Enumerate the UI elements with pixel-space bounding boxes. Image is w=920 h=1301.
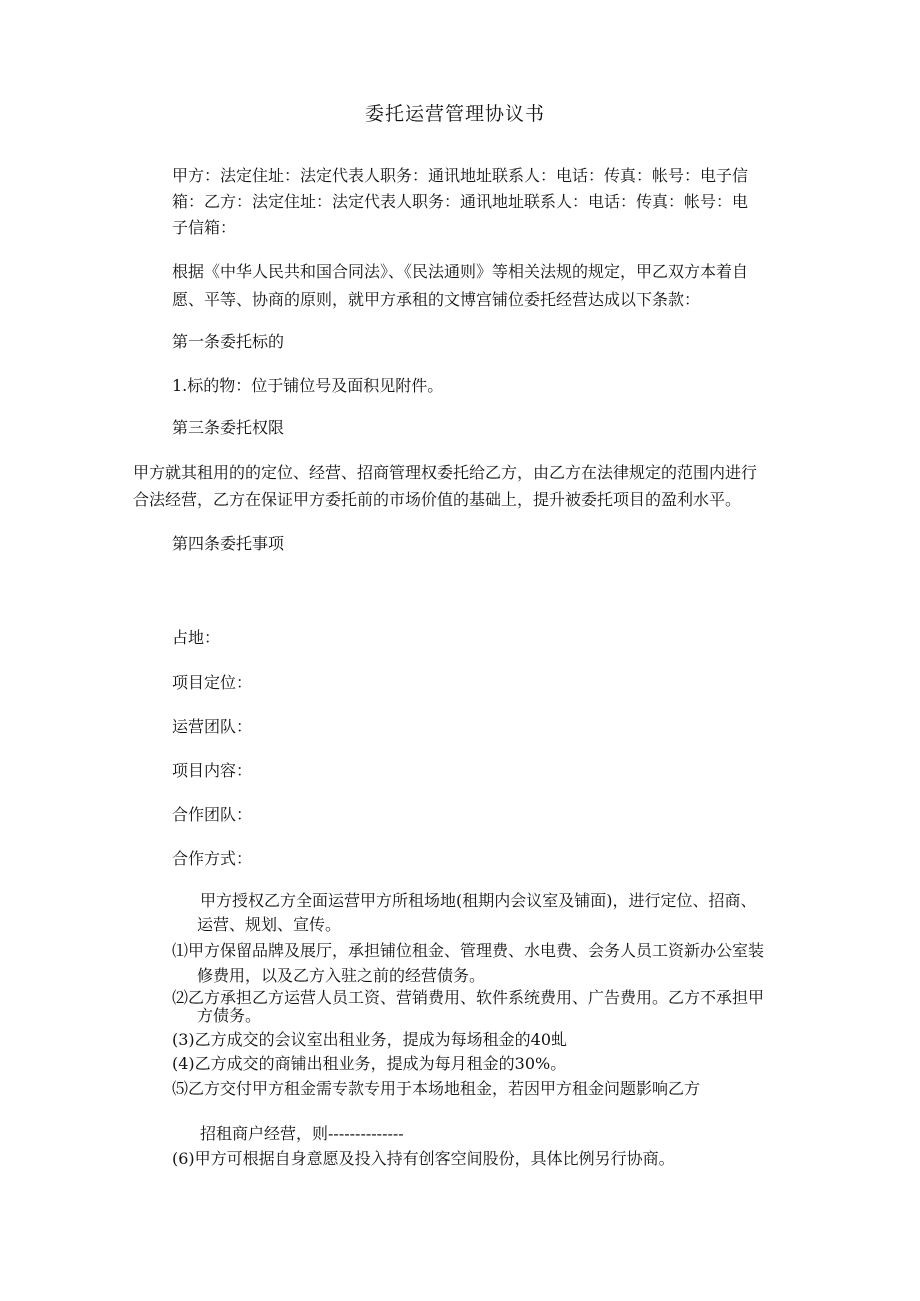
field-partner-team: 合作团队： [172, 805, 253, 824]
cooperation-item-2-line-2: 方债务。 [197, 1006, 262, 1025]
article-1-title: 第一条委托标的 [172, 332, 285, 351]
parties-line-2: 箱：乙方：法定住址：法定代表人职务：通讯地址联系人：电话：传真：帐号：电 [172, 192, 749, 211]
cooperation-item-1-line-2: 修费用，以及乙方入驻之前的经营债务。 [197, 966, 486, 985]
field-content: 项目内容： [172, 761, 253, 780]
cooperation-item-4: (4)乙方成交的商铺出租业务，提成为每月租金的30%。 [172, 1054, 567, 1073]
cooperation-item-5-line-2: 招租商户经营，则-------------- [200, 1124, 404, 1143]
article-1-item: 1.标的物：位于铺位号及面积见附件。 [172, 376, 444, 395]
article-3-line-2: 合法经营，乙方在保证甲方委托前的市场价值的基础上，提升被委托项目的盈利水平。 [133, 490, 742, 509]
parties-line-1: 甲方：法定住址：法定代表人职务：通讯地址联系人：电话：传真：帐号：电子信 [172, 166, 749, 185]
cooperation-item-5-line-1: ⑸乙方交付甲方租金需专款专用于本场地租金，若因甲方租金问题影响乙方 [172, 1079, 701, 1098]
cooperation-item-3: (3)乙方成交的会议室出租业务，提成为每场租金的40虬 [172, 1030, 568, 1049]
preamble-line-2: 愿、平等、协商的原则，就甲方承租的文博宫铺位委托经营达成以下条款： [172, 290, 701, 309]
article-3-line-1: 甲方就其租用的的定位、经营、招商管理权委托给乙方，由乙方在法律规定的范围内进行 [133, 463, 758, 482]
field-positioning: 项目定位： [172, 673, 253, 692]
preamble-line-1: 根据《中华人民共和国合同法》、《民法通则》等相关法规的规定，甲乙双方本着自 [172, 262, 749, 281]
cooperation-item-2-line-1: ⑵乙方承担乙方运营人员工资、营销费用、软件系统费用、广告费用。乙方不承担甲 [172, 988, 765, 1007]
cooperation-intro-line-2: 运营、规划、宣传。 [197, 915, 342, 934]
cooperation-item-1-line-1: ⑴甲方保留品牌及展厅，承担铺位租金、管理费、水电费、会务人员工资新办公室装 [172, 941, 765, 960]
field-area: 占地： [172, 628, 221, 647]
article-3-title: 第三条委托权限 [172, 418, 285, 437]
field-ops-team: 运营团队： [172, 717, 253, 736]
cooperation-item-6: (6)甲方可根据自身意愿及投入持有创客空间股份，具体比例另行协商。 [172, 1149, 675, 1168]
article-4-title: 第四条委托事项 [172, 534, 285, 553]
document-title: 委托运营管理协议书 [365, 103, 546, 125]
parties-line-3: 子信箱： [172, 218, 237, 237]
cooperation-intro-line-1: 甲方授权乙方全面运营甲方所租场地(租期内会议室及铺面)，进行定位、招商、 [200, 891, 757, 910]
field-mode: 合作方式： [172, 849, 253, 868]
